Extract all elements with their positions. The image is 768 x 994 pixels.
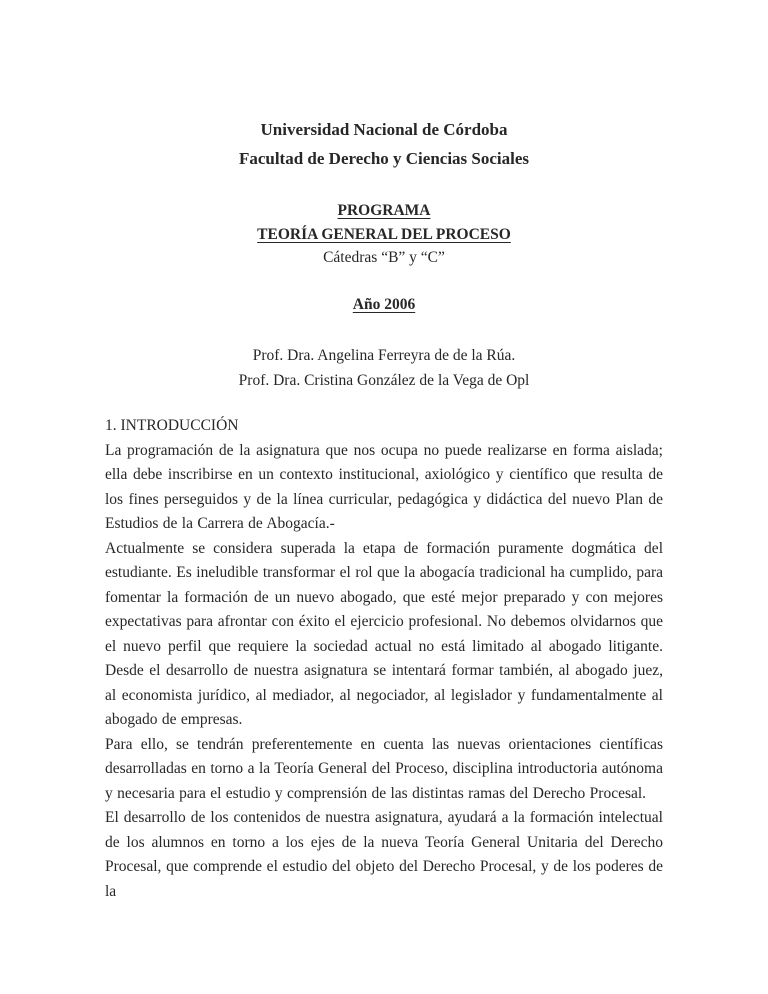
title-block [105,199,663,270]
university-name: Universidad Nacional de Córdoba [260,120,508,139]
introduction-section [105,414,663,904]
body-paragraph: El desarrollo de los contenidos de nuestra asignatura, ayudará a la formación intelectual de los alumnos en torno a los ejes de la nueva Teoría General Unitaria del Derecho Procesal, que comprende el estudio del objeto del Derecho Procesal, y de los poderes de la [105,809,663,900]
professor-line: Prof. Dra. Angelina Ferreyra de de la Rúa. [252,347,516,364]
course-title: TEORÍA GENERAL DEL PROCESO [257,225,511,243]
year-title: Año 2006 [352,295,416,313]
catedras-subtitle: Cátedras “B” y “C” [323,249,445,266]
faculty-name: Facultad de Derecho y Ciencias Sociales [238,149,530,168]
professor-line: Prof. Dra. Cristina González de la Vega de Opl [238,371,530,389]
professors-list [105,344,663,393]
body-paragraph: Actualmente se considera superada la etapa de formación puramente dogmática del estudiante. Es ineludible transformar el rol que la abogacía tradicional ha cumplido, para fomentar la formación de un nuevo abogado, que esté mejor preparado y con mejores expectativas para afrontar con éxito el ejercicio profesional. No debemos olvidarnos que el nuevo perfil que requiere la sociedad actual no está limitado al abogado litigante. Desde el desarrollo de nuestra asignatura se intentará formar también, al abogado juez, al economista jurídico, al mediador, al negociador, al legislador y fundamentalmente al abogado de empresas. [105,539,663,728]
program-title: PROGRAMA [337,202,431,219]
body-paragraph: La programación de la asignatura que nos ocupa no puede realizarse en forma aislada; ella debe inscribirse en un contexto institucional, axiológico y científico que resulta de los fines perseguidos y de la línea curricular, pedagógica y didáctica del nuevo Plan de Estudios de la Carrera de Abogacía.- [105,441,663,532]
document-header [105,115,663,173]
body-paragraph: Para ello, se tendrán preferentemente en cuenta las nuevas orientaciones científicas desarrolladas en torno a la Teoría General del Proceso, disciplina introductoria autónoma y necesaria para el estudio y comprensión de las distintas ramas del Derecho Procesal. [105,735,663,802]
section-paragraphs [105,439,663,905]
section-heading: 1. INTRODUCCIÓN [105,417,239,434]
